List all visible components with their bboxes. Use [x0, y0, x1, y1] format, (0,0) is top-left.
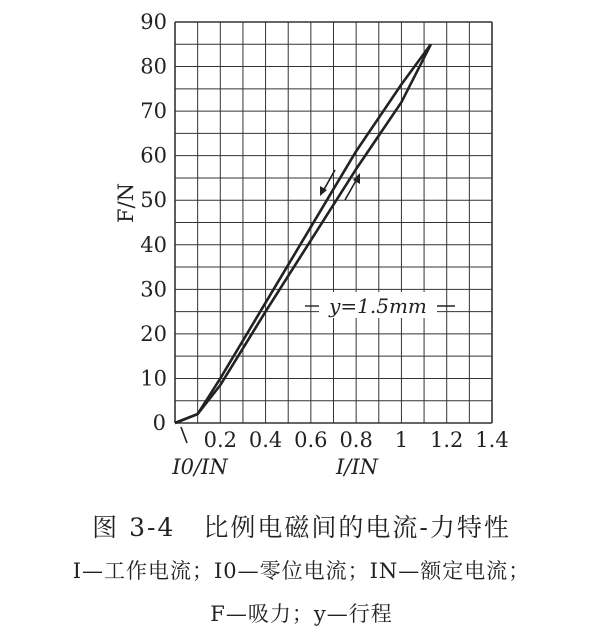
i0-over-in-label: I0/IN — [172, 455, 228, 479]
caption-legend-line-1 — [0, 555, 603, 585]
figure-title: 比例电磁间的电流-力特性 — [203, 513, 511, 542]
x-tick-label: 0.2 — [203, 428, 237, 452]
x-tick-label: 0.6 — [294, 428, 328, 452]
grid — [175, 22, 492, 423]
y-tick-label: 50 — [140, 188, 167, 213]
condition-label: y=1.5mm — [329, 294, 427, 318]
y-tick-label: 60 — [140, 143, 167, 168]
x-tick-label: 0.8 — [339, 428, 373, 452]
y-tick-label: 40 — [140, 232, 167, 257]
x-tick-labels — [204, 428, 509, 452]
y-tick-label: 30 — [140, 277, 167, 302]
series-group — [175, 44, 431, 423]
y-tick-label: 10 — [140, 366, 167, 391]
legend-text-2: F—吸力；y—行程 — [210, 602, 393, 626]
y-tick-label: 0 — [152, 411, 166, 435]
y-tick-labels — [114, 10, 167, 435]
i-over-in-label: I/IN — [335, 455, 379, 479]
y-tick-label: 80 — [140, 54, 167, 79]
y-axis-label: F/N — [114, 182, 138, 224]
i0-marker-tick — [181, 427, 187, 443]
figure-number: 图 3-4 — [92, 513, 176, 542]
legend-text-1: I—工作电流；I0—零位电流；IN—额定电流； — [72, 559, 531, 583]
y-tick-label: 90 — [140, 10, 167, 34]
hysteresis-curve — [175, 44, 431, 423]
hysteresis-curve — [175, 44, 431, 423]
x-tick-label: 1.4 — [475, 428, 509, 452]
y-tick-label: 70 — [140, 99, 167, 124]
figure-caption — [0, 508, 603, 544]
caption-legend-line-2 — [0, 598, 603, 628]
x-tick-label: 0.4 — [248, 428, 283, 452]
x-tick-label: 1.2 — [430, 428, 464, 452]
x-tick-label: 1 — [394, 428, 409, 452]
y-tick-label: 20 — [140, 321, 167, 346]
